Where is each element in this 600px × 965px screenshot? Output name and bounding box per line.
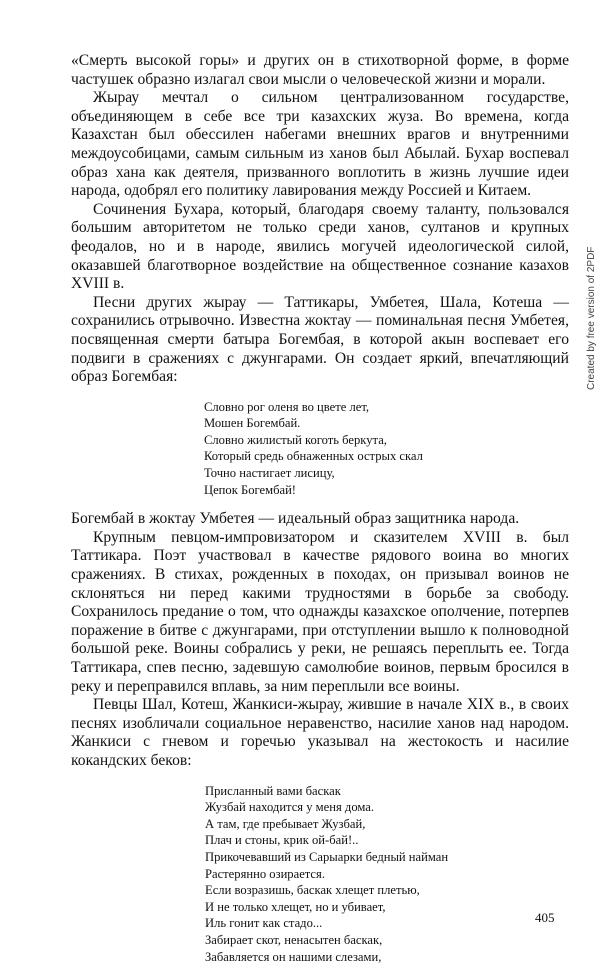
verse-line: Цепок Богембай! xyxy=(204,482,569,499)
paragraph-6: Крупным певцом-импровизатором и сказителем XVIII в. был Таттикара. Поэт участвовал в качестве рядового воина во многих сражениях. В стихах, рожденных в походах, он призывал воинов не склоняться ни перед какими трудностями в борьбе за свободу. Сохранилось предание о том, что однажды казахское ополчение, потерпев поражение в битве с джунгарами, при отступлении вышло к полноводной большой реке. Воины собрались у реки, не решаясь переплыть ее. Тогда Таттикара, спев песню, задевшую самолюбие воинов, первым бросился в реку и переправился вплавь, за ним переплыли все воины. xyxy=(71,529,569,696)
verse-line: Если возразишь, баскак хлещет плетью, xyxy=(205,882,569,899)
verse-line: Словно жилистый коготь беркута, xyxy=(204,432,569,449)
verse-line: Жузбай находится у меня дома. xyxy=(205,799,569,816)
page-number: 405 xyxy=(535,910,555,926)
verse-line: Забирает скот, ненасытен баскак, xyxy=(205,932,569,949)
verse-line: Прикочевавший из Сарыарки бедный найман xyxy=(205,849,569,866)
verse-line: А там, где пребывает Жузбай, xyxy=(205,816,569,833)
verse-line: Присланный вами баскак xyxy=(205,783,569,800)
verse-line: Мошен Богембай. xyxy=(204,415,569,432)
verse-line: Который средь обнаженных острых скал xyxy=(204,448,569,465)
verse-line: Плач и стоны, крик ой-бай!.. xyxy=(205,832,569,849)
verse-line: Забавляется он нашими слезами, xyxy=(205,949,569,965)
paragraph-4: Песни других жырау — Таттикары, Умбетея, Шала, Котеша — сохранились отрывочно. Известна жоктау — поминальная песня Умбетея, посвященная смерти батыра Богембая, в которой акын воспевает его подвиги в сражениях с джунгарами. Он создает яркий, впечатляющий образ Богембая: xyxy=(71,294,569,387)
paragraph-5: Богембай в жоктау Умбетея — идеальный образ защитника народа. xyxy=(71,510,569,529)
paragraph-7: Певцы Шал, Котеш, Жанкиси-жырау, жившие в начале XIX в., в своих песнях изобличали социальное неравенство, насилие ханов над народом. Жанкиси с гневом и горечью указывал на жестокость и насилие кокандских беков: xyxy=(71,696,569,770)
page-body xyxy=(71,52,569,965)
verse-zhankisi xyxy=(205,783,569,965)
paragraph-2: Жырау мечтал о сильном централизованном государстве, объединяющем в себе все три казахских жуза. Во времена, когда Казахстан был обессилен набегами внешних врагов и внутренними междоусобицами, самым сильным из ханов был Абылай. Бухар воспевал образ хана как деятеля, призванного воплотить в жизнь лучшие идеи народа, одобрял его политику лавирования между Россией и Китаем. xyxy=(71,89,569,201)
paragraph-3: Сочинения Бухара, который, благодаря своему таланту, пользовался большим авторитетом не только среди ханов, султанов и крупных феодалов, но и в народе, явились могучей идеологической силой, оказавшей благотворное воздействие на общественное сознание казахов XVIII в. xyxy=(71,201,569,294)
verse-line: И не только хлещет, но и убивает, xyxy=(205,899,569,916)
verse-line: Растерянно озирается. xyxy=(205,866,569,883)
verse-bogembay xyxy=(204,399,569,499)
verse-line: Точно настигает лисицу, xyxy=(204,465,569,482)
verse-line: Словно рог оленя во цвете лет, xyxy=(204,399,569,416)
watermark-note: Created by free version of 2PDF xyxy=(586,247,597,390)
paragraph-1: «Смерть высокой горы» и других он в стихотворной форме, в форме частушек образно излагал свои мысли о человеческой жизни и морали. xyxy=(71,52,569,89)
verse-line: Иль гонит как стадо... xyxy=(205,915,569,932)
